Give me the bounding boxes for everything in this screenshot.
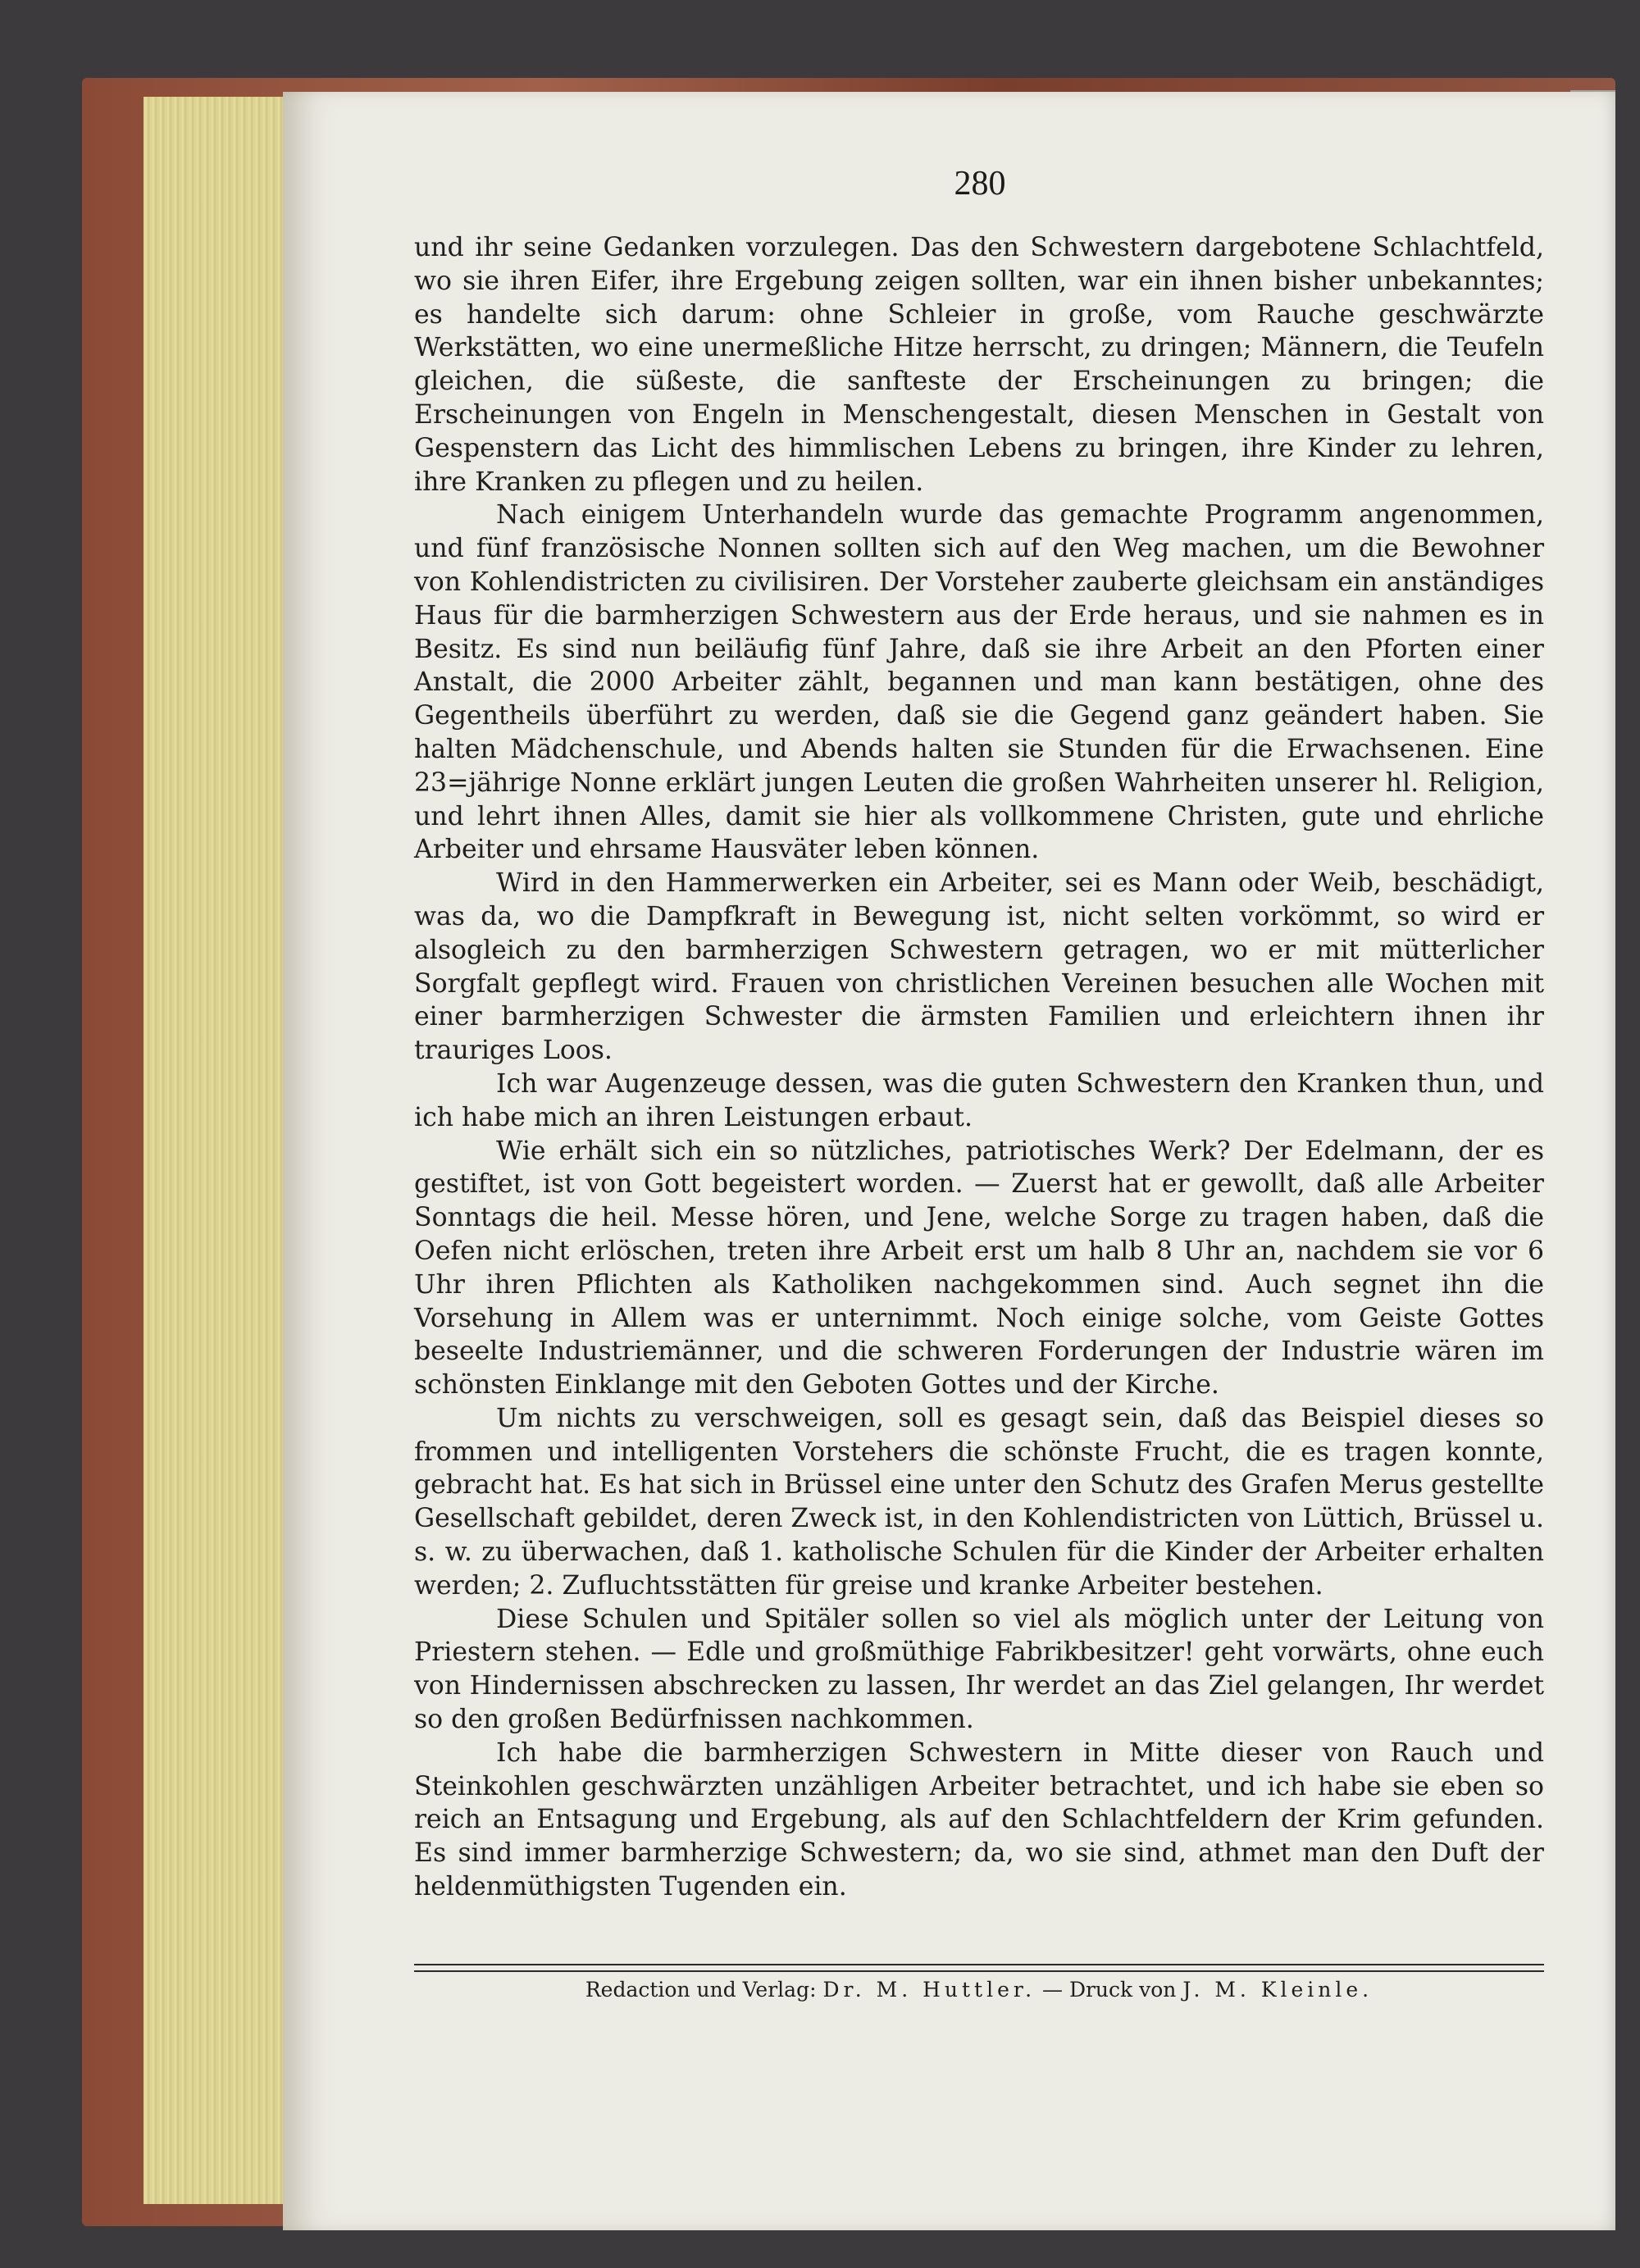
paragraph-1: und ihr seine Gedanken vorzulegen. Das den Schwestern dargebotene Schlachtfeld, wo sie ihren Eifer, ihre Ergebung zeigen sollten, war ein ihnen bisher unbekanntes; es handelte sich darum: ohne Schleier in große, vom Rauche geschwärzte Werkstätten, wo eine unermeßliche Hitze herrscht, zu dringen; Männern, die Teufeln gleichen, die süßeste, die sanfteste der Erscheinungen zu bringen; die Erscheinungen von Engeln in Menschengestalt, diesen Menschen in Gestalt von Gespenstern das Licht des himmlischen Lebens zu bringen, ihre Kinder zu lehren, ihre Kranken zu pflegen und zu heilen.	[414, 233, 1544, 497]
imprint-printer-label: Druck von	[1068, 1978, 1177, 2002]
paragraph-5: Wie erhält sich ein so nützliches, patriotisches Werk? Der Edelmann, der es gestiftet, ist von Gott begeistert worden. — Zuerst hat er gewollt, daß alle Arbeiter Sonntags die heil. Messe hören, und Jene, welche Sorge zu tragen haben, daß die Oefen nicht erlöschen, treten ihre Arbeit erst um halb 8 Uhr an, nachdem sie vor 6 Uhr ihren Pflichten als Katholiken nachgekommen sind. Auch segnet ihn die Vorsehung in Allem was er unternimmt. Noch einige solche, vom Geiste Gottes beseelte Industriemänner, und die schweren Forderungen der Industrie wären im schönsten Einklange mit den Geboten Gottes und der Kirche.	[414, 1136, 1544, 1400]
page-number: 280	[954, 165, 1006, 203]
paragraph-3: Wird in den Hammerwerken ein Arbeiter, sei es Mann oder Weib, beschädigt, was da, wo die Dampfkraft in Bewegung ist, nicht selten vorkömmt, so wird er alsogleich zu den barmherzigen Schwestern getragen, wo er mit mütterlicher Sorgfalt gepflegt wird. Frauen von christlichen Vereinen besuchen alle Wochen mit einer barmherzigen Schwester die ärmsten Familien und erleichtern ihnen ihr trauriges Loos.	[414, 868, 1544, 1066]
imprint-printer: J. M. Kleinle.	[1182, 1978, 1374, 2002]
footer-rule-top	[414, 1964, 1544, 1965]
imprint-separator: —	[1041, 1978, 1063, 2002]
paragraph-2: Nach einigem Unterhandeln wurde das gemachte Programm angenommen, und fünf französische Nonnen sollten sich auf den Weg machen, um die Bewohner von Kohlendistricten zu civilisiren. Der Vorsteher zauberte gleichsam ein anständiges Haus für die barmherzigen Schwestern aus der Erde heraus, und sie nahmen es in Besitz. Es sind nun beiläufig fünf Jahre, daß sie ihre Arbeit an den Pforten einer Anstalt, die 2000 Arbeiter zählt, begannen und man kann bestätigen, ohne des Gegentheils überführt zu werden, daß sie die Gegend ganz geändert haben. Sie halten Mädchenschule, und Abends halten sie Stunden für die Erwachsenen. Eine 23=jährige Nonne erklärt jungen Leuten die großen Wahrheiten unserer hl. Religion, und lehrt ihnen Alles, damit sie hier als vollkommene Christen, gute und ehrliche Arbeiter und ehrsame Hausväter leben können.	[414, 500, 1544, 865]
paragraph-4: Ich war Augenzeuge dessen, was die guten Schwestern den Kranken thun, und ich habe mich an ihren Leistungen erbaut.	[414, 1068, 1544, 1132]
imprint-prefix: Redaction und Verlag:	[585, 1978, 817, 2002]
imprint-footer	[414, 1978, 1544, 2002]
imprint-editor: Dr. M. Huttler.	[822, 1978, 1036, 2002]
paragraph-6: Um nichts zu verschweigen, soll es gesagt sein, daß das Beispiel dieses so frommen und intelligenten Vorstehers die schönste Frucht, die es tragen konnte, gebracht hat. Es hat sich in Brüssel eine unter den Schutz des Grafen Merus gestellte Gesellschaft gebildet, deren Zweck ist, in den Kohlendistricten von Lüttich, Brüssel u. s. w. zu überwachen, daß 1. katholische Schulen für die Kinder der Arbeiter erhalten werden; 2. Zufluchtsstätten für greise und kranke Arbeiter bestehen.	[414, 1403, 1544, 1601]
paragraph-7: Diese Schulen und Spitäler sollen so viel als möglich unter der Leitung von Priestern stehen. — Edle und großmüthige Fabrikbesitzer! geht vorwärts, ohne euch von Hindernissen abschrecken zu lassen, Ihr werdet an das Ziel gelangen, Ihr werdet so den großen Bedürfnissen nachkommen.	[414, 1604, 1544, 1735]
footer-rule-bottom	[414, 1970, 1544, 1972]
paragraph-8: Ich habe die barmherzigen Schwestern in Mitte dieser von Rauch und Steinkohlen geschwärzten unzähligen Arbeiter betrachtet, und ich habe sie eben so reich an Entsagung und Ergebung, als auf den Schlachtfeldern der Krim gefunden. Es sind immer barmherzige Schwestern; da, wo sie sind, athmet man den Duft der heldenmüthigsten Tugenden ein.	[414, 1737, 1544, 1902]
body-text	[414, 231, 1544, 1904]
